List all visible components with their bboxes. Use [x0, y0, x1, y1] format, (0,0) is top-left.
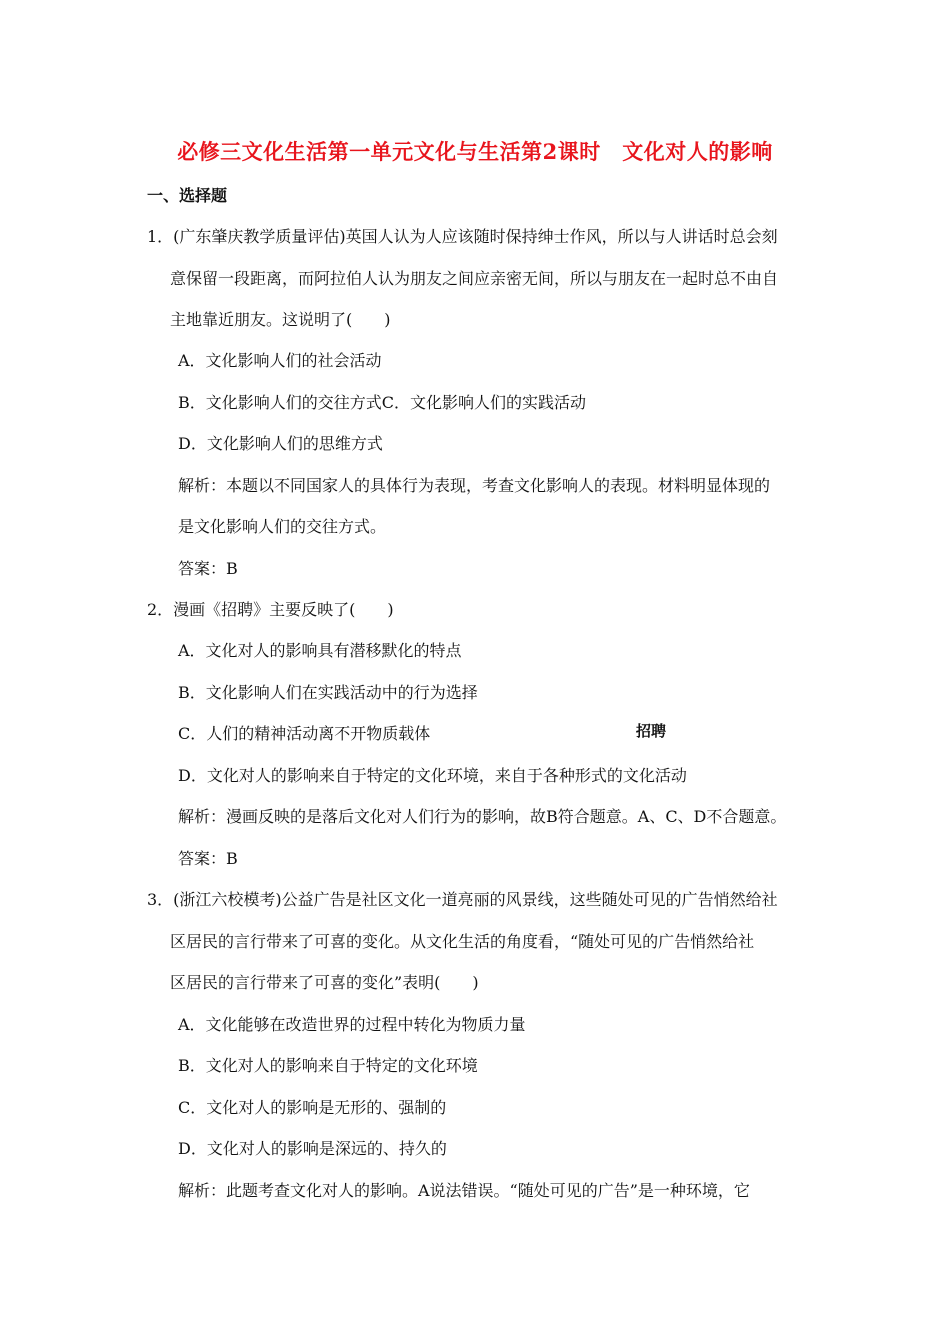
q1-answer: 答案：B — [178, 559, 238, 578]
q3-option-a: A．文化能够在改造世界的过程中转化为物质力量 — [178, 1015, 526, 1034]
q2-analysis: 解析：漫画反映的是落后文化对人们行为的影响，故B符合题意。A、C、D不合题意。 — [178, 807, 787, 826]
q3-stem-line-1: 3．(浙江六校模考)公益广告是社区文化一道亮丽的风景线，这些随处可见的广告悄然给社 — [147, 890, 778, 909]
q2-stem: 2．漫画《招聘》主要反映了( ) — [147, 600, 394, 619]
q3-analysis-line-1: 解析：此题考查文化对人的影响。A说法错误。“随处可见的广告”是一种环境，它 — [178, 1181, 750, 1200]
q3-option-b: B．文化对人的影响来自于特定的文化环境 — [178, 1056, 478, 1075]
q1-option-d: D．文化影响人们的思维方式 — [178, 434, 383, 453]
section-heading: 一、选择题 — [147, 186, 228, 205]
q1-stem-line-3: 主地靠近朋友。这说明了( ) — [170, 310, 391, 329]
q2-option-d: D．文化对人的影响来自于特定的文化环境，来自于各种形式的文化活动 — [178, 766, 687, 785]
q1-analysis-line-2: 是文化影响人们的交往方式。 — [178, 517, 387, 536]
q1-stem-line-2: 意保留一段距离，而阿拉伯人认为朋友之间应亲密无间，所以与朋友在一起时总不由自 — [170, 269, 779, 288]
q2-option-a: A．文化对人的影响具有潜移默化的特点 — [178, 641, 462, 660]
q2-answer: 答案：B — [178, 849, 238, 868]
q2-option-c: C．人们的精神活动离不开物质载体 — [178, 724, 431, 743]
q1-option-bc: B．文化影响人们的交往方式C．文化影响人们的实践活动 — [178, 393, 587, 412]
page-title: 必修三文化生活第一单元文化与生活第2课时 文化对人的影响 — [177, 139, 773, 164]
q3-option-d: D．文化对人的影响是深远的、持久的 — [178, 1139, 447, 1158]
q3-stem-line-2: 区居民的言行带来了可喜的变化。从文化生活的角度看，“随处可见的广告悄然给社 — [170, 932, 755, 951]
q2-option-b: B．文化影响人们在实践活动中的行为选择 — [178, 683, 478, 702]
q1-stem-line-1: 1．(广东肇庆教学质量评估)英国人认为人应该随时保持绅士作风，所以与人讲话时总会刻 — [147, 227, 778, 246]
q3-stem-line-3: 区居民的言行带来了可喜的变化”表明( ) — [170, 973, 479, 992]
q1-option-a: A．文化影响人们的社会活动 — [178, 351, 382, 370]
q3-option-c: C．文化对人的影响是无形的、强制的 — [178, 1098, 447, 1117]
cartoon-caption: 招聘 — [636, 722, 667, 740]
q1-analysis-line-1: 解析：本题以不同国家人的具体行为表现，考查文化影响人的表现。材料明显体现的 — [178, 476, 771, 495]
